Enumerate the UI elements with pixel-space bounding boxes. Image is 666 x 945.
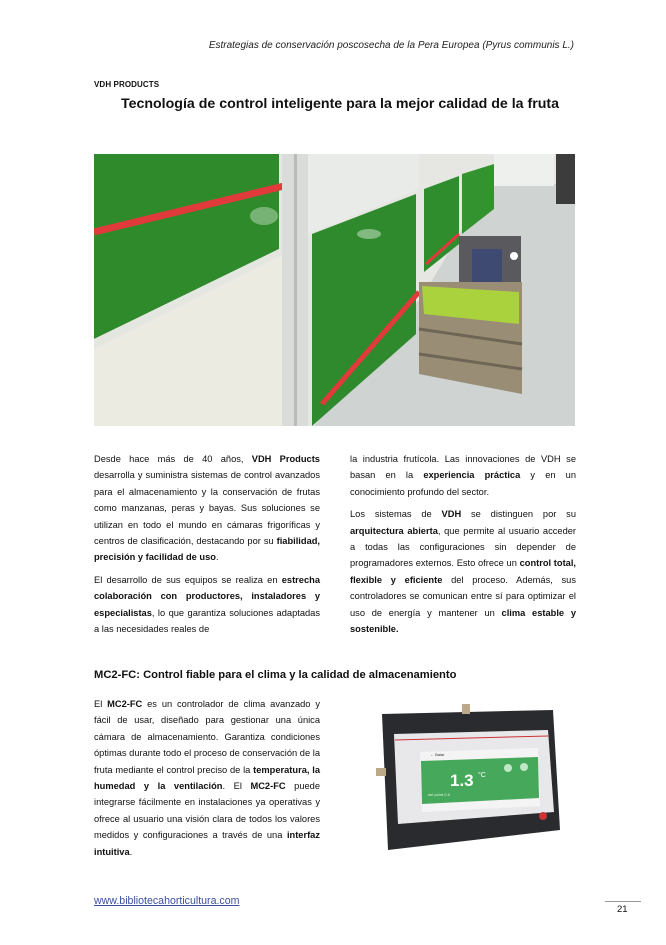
intro-column-left	[94, 451, 320, 643]
text-run: se distinguen por su	[461, 509, 576, 520]
text-run: Desde hace más de 40 años,	[94, 454, 252, 464]
page-number: 21	[617, 904, 628, 915]
section-subtitle: MC2-FC: Control fiable para el clima y la calidad de almacenamiento	[94, 669, 457, 681]
text-run: y en un conocimiento profundo del sector.	[350, 470, 577, 497]
text-run: Los sistemas de	[350, 509, 442, 520]
bold-text: temperatura, la humedad y la ventilación	[94, 764, 320, 792]
bold-text: clima estable y sostenible.	[350, 607, 577, 635]
mc2-paragraph	[94, 696, 320, 860]
bold-text: MC2-FC	[107, 699, 143, 709]
controller-illustration	[368, 700, 566, 862]
bold-text: fiabilidad, precisión y facilidad de uso	[94, 536, 320, 563]
page-title: Tecnología de control inteligente para la mejor calidad de la fruta	[120, 96, 560, 112]
text-run: El desarrollo de sus equipos se realiza en	[94, 574, 282, 585]
intro-column-right	[350, 451, 576, 643]
bold-text: arquitectura abierta	[350, 525, 438, 536]
text-run: , que permite al usuario acceder a todas las configuraciones sin depender de programadores externos. Esto ofrece un	[350, 525, 576, 569]
section-label: VDH PRODUCTS	[94, 80, 160, 89]
bold-text: control total, flexible y eficiente	[350, 558, 577, 585]
running-header: Estrategias de conservación poscosecha de la Pera Europea (Pyrus communis L.)	[208, 40, 574, 51]
cold-storage-illustration	[94, 154, 575, 426]
controller-setpoint: set point 0.8	[428, 792, 450, 797]
footer-website-link[interactable]: www.bibliotecahorticultura.com	[94, 895, 240, 907]
bold-text: estrecha colaboración con productores, instaladores y especialistas	[94, 574, 320, 618]
bold-text: VDH	[441, 509, 462, 520]
intro-paragraph-3	[350, 506, 576, 637]
bold-text: MC2-FC	[250, 781, 286, 792]
text-run: , lo que garantiza soluciones adaptadas a las necesidades reales de	[94, 607, 320, 635]
intro-paragraph-2-continued	[350, 451, 576, 500]
controller-screen-header: ← Balar	[430, 752, 445, 757]
page-number-rule	[605, 901, 641, 902]
intro-paragraph-1	[94, 451, 320, 566]
text-run: puede integrarse fácilmente en instalaciones ya operativas y ofrece al usuario una visión clara de todos los valores medidos y configuraciones a través de una	[94, 781, 321, 841]
text-run: desarrolla y suministra sistemas de control avanzados para el almacenamiento y la conservación de frutas como manzanas, peras y bayas. Sus soluciones se utilizan en todo el mundo en cámaras frigoríficas y centros de clasificación, destacando por su	[94, 470, 320, 547]
text-run: .	[215, 552, 219, 563]
controller-reading: 1.3	[450, 771, 474, 790]
text-run: del proceso. Además, sus controladores se comunican entre sí para optimizar el uso de energía y mantener un	[350, 574, 577, 618]
text-run: la industria frutícola. Las innovaciones de VDH se basan en la	[350, 454, 576, 481]
text-run: El	[94, 699, 108, 709]
controller-unit: °C	[478, 772, 486, 779]
intro-paragraph-2	[94, 572, 320, 638]
mc2-fc-controller-image	[368, 700, 566, 862]
cold-storage-photo	[94, 154, 575, 426]
bold-text: experiencia práctica	[423, 470, 521, 481]
bold-text: VDH Products	[251, 454, 320, 464]
text-run: es un controlador de clima avanzado y fácil de usar, diseñado para gestionar una única cámara de almacenamiento. Garantiza condiciones óptimas durante todo el proceso de conservación de la fruta mediante el control preciso de la	[94, 699, 320, 775]
text-run: .	[129, 846, 133, 857]
bold-text: interfaz intuitiva	[94, 830, 320, 857]
text-run: . El	[222, 781, 251, 792]
mc2-description-column	[94, 696, 320, 866]
